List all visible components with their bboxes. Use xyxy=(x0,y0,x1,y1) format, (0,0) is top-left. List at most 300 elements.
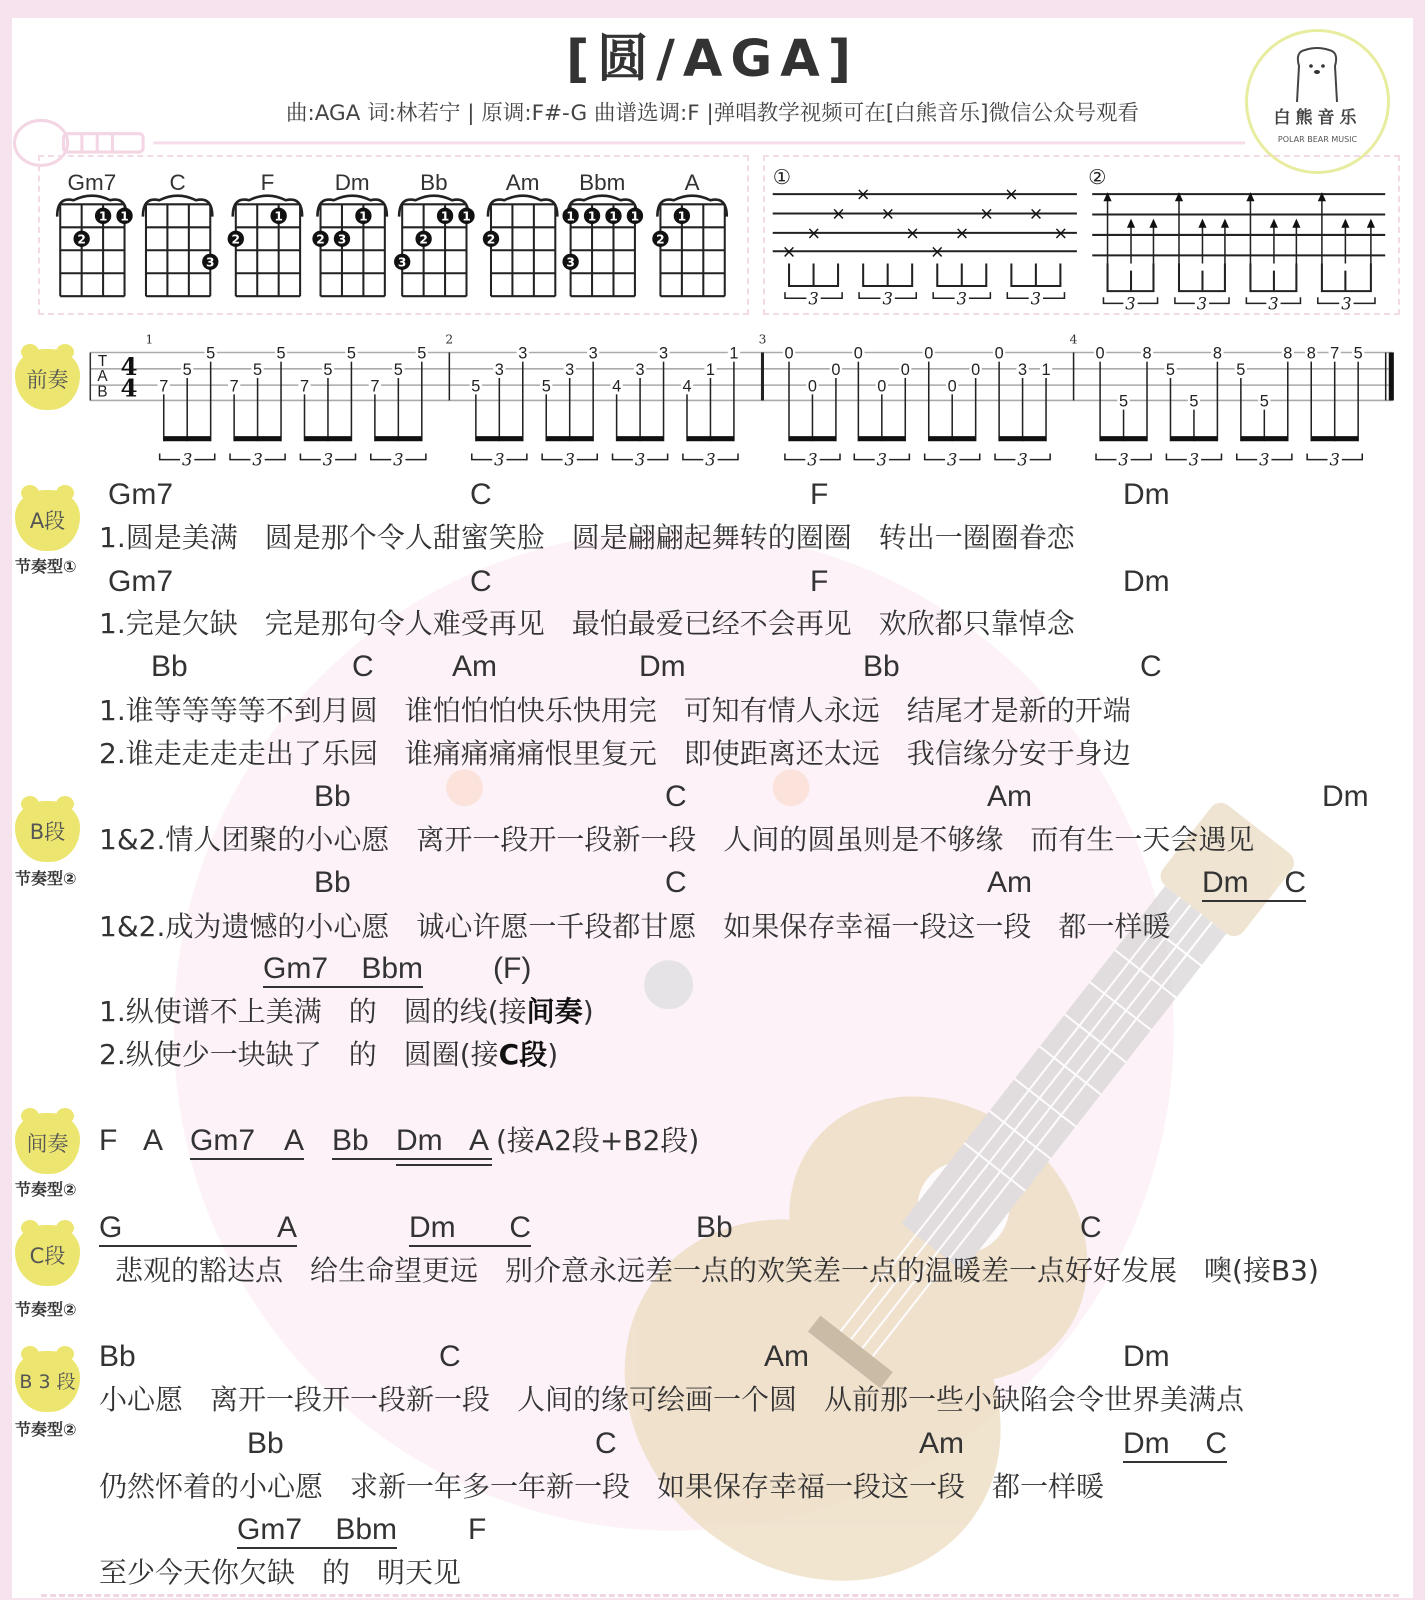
section-label-text: B 3 段 xyxy=(19,1370,76,1393)
triplet-number: 3 xyxy=(808,289,819,309)
chord: Bb xyxy=(151,650,188,683)
tab-fret-number: 5 xyxy=(346,344,356,363)
lyric-phrase: 即使距离还太远 xyxy=(683,737,880,770)
chord-group-underlined xyxy=(99,1211,297,1247)
section-label-text: B段 xyxy=(29,819,66,844)
pick-x-mark: × xyxy=(1053,224,1069,245)
logo-text-en: POLAR BEAR MUSIC xyxy=(1277,135,1358,144)
chord: Dm xyxy=(1322,780,1369,813)
lyric-phrase: 噢(接B3) xyxy=(1204,1254,1319,1287)
beam xyxy=(1108,264,1154,292)
pick-x-mark: × xyxy=(855,185,871,206)
chord-diagram-gm7 xyxy=(57,170,133,296)
tab-fret-number: 0 xyxy=(924,344,934,363)
rhythm-type-interlude: 节奏型② xyxy=(15,1180,77,1199)
chord: A xyxy=(276,1211,297,1244)
b-lyric-3 xyxy=(99,995,594,1029)
measure-number: 4 xyxy=(1069,332,1078,347)
finger-number: 2 xyxy=(419,232,428,247)
lyric-phrase: 1&2.情人团聚的小心愿 xyxy=(99,823,390,856)
lyric-phrase: 如果保存幸福一段这一段 xyxy=(657,1470,966,1503)
time-signature-top: 4 xyxy=(120,351,138,381)
tab-fret-number: 0 xyxy=(900,360,910,379)
lyric-phrase: 悲观的豁达点 xyxy=(115,1254,284,1287)
measure-number: 3 xyxy=(758,332,767,347)
rhythm-type-c: 节奏型② xyxy=(15,1300,77,1319)
strum-arrow-up-icon xyxy=(1341,219,1349,228)
triplet-number: 3 xyxy=(634,450,646,470)
chord: Am xyxy=(919,1427,964,1460)
chord-diagram-a xyxy=(652,170,727,296)
strum-arrow-up-icon xyxy=(1127,219,1135,228)
tab-fret-number: 5 xyxy=(393,360,403,379)
lyric-phrase: 可知有情人永远 xyxy=(683,694,880,727)
finger-number: 1 xyxy=(274,209,283,224)
chord-group-underlined xyxy=(263,952,423,988)
chord: Am xyxy=(764,1340,809,1373)
jump-instruction: C段 xyxy=(498,1038,548,1071)
lyric-phrase: 1&2.成为遗憾的小心愿 xyxy=(99,910,390,943)
lyric-phrase: 欢欣都只靠悼念 xyxy=(878,607,1075,640)
finger-number: 1 xyxy=(440,209,450,224)
triplet-number: 3 xyxy=(1268,294,1279,314)
chord-diagram-c xyxy=(143,170,219,296)
strum-pattern-2 xyxy=(1088,165,1385,314)
triplet-number: 3 xyxy=(1017,450,1028,470)
chord-diagram-am xyxy=(483,170,558,296)
tab-fret-number: 5 xyxy=(1189,392,1199,411)
strum-arrow-up-icon xyxy=(1149,219,1157,228)
measure-number: 2 xyxy=(445,332,454,347)
chord: Am xyxy=(987,866,1032,899)
lyric-phrase: ) xyxy=(547,1038,559,1071)
chord: F xyxy=(810,565,829,598)
tab-clef-letter: B xyxy=(97,383,108,401)
finger-number: 3 xyxy=(397,255,407,270)
chord: C xyxy=(665,780,687,813)
nut-arc xyxy=(233,196,302,217)
chord: Bb xyxy=(314,866,351,899)
beam xyxy=(937,264,986,286)
a-lyric-3 xyxy=(99,694,1158,728)
triplet-number: 3 xyxy=(956,289,967,309)
chord: Gm7 xyxy=(108,478,174,511)
chord-diagram-bb xyxy=(394,170,475,296)
chord: Dm xyxy=(1123,565,1170,598)
chord: C xyxy=(439,1340,461,1373)
lyric-phrase: 都一样暖 xyxy=(992,1470,1105,1503)
tab-fret-number: 8 xyxy=(1142,344,1152,363)
chord: Bb xyxy=(99,1340,136,1373)
a-lyric-2 xyxy=(99,607,1102,641)
chord: Dm xyxy=(1123,1340,1170,1373)
chord: C xyxy=(595,1427,617,1460)
chord-diagrams xyxy=(0,0,1425,327)
time-signature-bottom: 4 xyxy=(120,373,138,403)
tab-fret-number: 1 xyxy=(705,360,715,379)
section-label-a xyxy=(15,490,80,551)
chord: F xyxy=(99,1124,118,1157)
lyric-phrase: 圆的线(接 xyxy=(403,995,527,1028)
beam xyxy=(164,436,211,441)
lyric-phrase: 从前那一些小缺陷会令世界美满点 xyxy=(824,1383,1245,1416)
measure-number: 1 xyxy=(145,332,154,347)
chord: Bb xyxy=(332,1124,369,1157)
lyric-phrase: 2.谁走走走走出了乐园 xyxy=(99,737,378,770)
chord: C xyxy=(665,866,687,899)
finger-number: 2 xyxy=(231,232,241,247)
chord: C xyxy=(470,478,492,511)
c-lyric xyxy=(115,1254,1319,1288)
beam xyxy=(305,436,352,441)
bottom-divider xyxy=(41,1594,1399,1597)
chord: (F) xyxy=(493,952,532,985)
finger-number: 1 xyxy=(677,209,687,224)
nut-arc xyxy=(317,196,386,217)
lyric-phrase: 给生命望更远 xyxy=(310,1254,479,1287)
finger-number: 1 xyxy=(587,209,597,224)
beam xyxy=(1322,264,1371,292)
tab-fret-number: 5 xyxy=(417,344,427,363)
tab-fret-number: 7 xyxy=(229,377,239,396)
chord: F xyxy=(810,478,829,511)
tab-fret-number: 1 xyxy=(1041,360,1051,379)
tab-fret-number: 0 xyxy=(994,344,1004,363)
chord: Bb xyxy=(863,650,900,683)
chord: Bb xyxy=(696,1211,733,1244)
chord-diagram-dm xyxy=(312,170,387,296)
pick-x-mark: × xyxy=(831,204,846,225)
a-lyric-1 xyxy=(99,521,1102,555)
pick-x-mark: × xyxy=(1004,185,1019,206)
tab-clef-letter: T xyxy=(97,352,108,370)
lyric-phrase: 诚心许愿一千段都甘愿 xyxy=(416,910,697,943)
triplet-number: 3 xyxy=(882,289,893,309)
lyric-phrase: 1.谁等等等等不到月圆 xyxy=(99,694,378,727)
tab-fret-number: 0 xyxy=(807,377,817,396)
chord: Dm xyxy=(1123,1427,1170,1460)
beam xyxy=(1170,436,1217,441)
lyric-phrase: 至少今天你欠缺 xyxy=(99,1556,296,1589)
finger-number: 3 xyxy=(206,255,215,270)
rhythm-type-a: 节奏型① xyxy=(15,557,77,576)
finger-number: 3 xyxy=(566,255,575,270)
section-label-text: A段 xyxy=(29,508,66,533)
chord: A xyxy=(143,1124,164,1157)
lyric-phrase: 小心愿 xyxy=(99,1383,184,1416)
pick-x-mark: × xyxy=(930,242,945,263)
section-label-text: C段 xyxy=(29,1243,66,1268)
tab-fret-number: 7 xyxy=(1330,344,1340,363)
section-label-interlude xyxy=(15,1113,80,1174)
strum-arrow-up-icon xyxy=(1198,219,1206,228)
chord: Dm xyxy=(409,1211,456,1244)
lyric-phrase: 2.纵使少一块缺了 xyxy=(99,1038,322,1071)
lyric-phrase: 的 xyxy=(322,1556,351,1589)
lyric-phrase: 人间的圆虽则是不够缘 xyxy=(723,823,1004,856)
pick-x-mark: × xyxy=(954,224,970,245)
triplet-number: 3 xyxy=(947,450,958,470)
tab-fret-number: 5 xyxy=(541,377,551,396)
section-label-c xyxy=(15,1225,80,1286)
lyric-phrase: 离开一段开一段新一段 xyxy=(416,823,697,856)
intro-tablature xyxy=(0,327,1425,480)
nut-arc xyxy=(57,196,126,217)
pick-x-mark: × xyxy=(781,242,797,263)
nut-arc xyxy=(143,196,212,217)
finger-number: 2 xyxy=(486,232,496,247)
tab-fret-number: 3 xyxy=(518,344,528,363)
chord: C xyxy=(1140,650,1162,683)
tab-fret-number: 8 xyxy=(1212,344,1222,363)
lyric-phrase: ) xyxy=(582,995,594,1028)
lyric-phrase: 结尾才是新的开端 xyxy=(906,694,1131,727)
beam xyxy=(863,264,912,286)
tab-fret-number: 7 xyxy=(370,377,380,396)
chord: Gm7 xyxy=(263,952,329,985)
triplet-number: 3 xyxy=(1188,450,1200,470)
chord-diagram-name: C xyxy=(169,170,186,196)
triplet-number: 3 xyxy=(1259,450,1270,470)
a-lyric-4 xyxy=(99,737,1158,771)
chord: Dm xyxy=(396,1124,443,1157)
tab-fret-number: 5 xyxy=(1119,392,1129,411)
lyric-phrase: 仍然怀着的小心愿 xyxy=(99,1470,324,1503)
jump-instruction: 间奏 xyxy=(526,995,583,1028)
chord-diagram-bbm xyxy=(562,170,643,296)
lyric-phrase: 完是那句令人难受再见 xyxy=(264,607,545,640)
beam xyxy=(617,436,664,441)
lyric-phrase: 的 xyxy=(348,1038,377,1071)
lyric-phrase: 转出一圈圈眷恋 xyxy=(878,521,1075,554)
lyric-phrase: 而有生一天会遇见 xyxy=(1030,823,1255,856)
section-label-text: 间奏 xyxy=(26,1131,69,1156)
tab-fret-number: 3 xyxy=(588,344,598,363)
tab-fret-number: 0 xyxy=(784,344,794,363)
tab-fret-number: 3 xyxy=(565,360,575,379)
chord: Bbm xyxy=(361,952,423,985)
beam xyxy=(1179,264,1225,292)
tab-fret-number: 3 xyxy=(1018,360,1028,379)
tab-fret-number: 0 xyxy=(831,360,841,379)
chord: Gm7 xyxy=(237,1513,303,1546)
rhythm-type-b: 节奏型② xyxy=(15,869,77,888)
pick-x-mark: × xyxy=(979,204,994,225)
chord-group-underlined xyxy=(237,1513,397,1549)
triplet-number: 3 xyxy=(252,450,263,470)
beam xyxy=(375,436,422,441)
section-label-b xyxy=(15,801,80,862)
beam xyxy=(476,436,523,441)
nut-arc xyxy=(399,196,468,217)
interlude-note: (接A2段+B2段) xyxy=(496,1124,700,1157)
tab-fret-number: 7 xyxy=(299,377,310,396)
lyric-phrase: 我信缘分安于身边 xyxy=(906,737,1131,770)
lyric-phrase: 1.纵使谱不上美满 xyxy=(99,995,322,1028)
strum-arrow-up-icon xyxy=(1270,219,1278,228)
beam xyxy=(1011,264,1060,286)
lyric-phrase: 谁怕怕怕快乐快用完 xyxy=(404,694,657,727)
song-title: [圆/AGA] xyxy=(565,30,860,89)
lyric-phrase: 1.圆是美满 xyxy=(99,521,238,554)
nut-arc xyxy=(488,196,557,217)
underline xyxy=(396,1164,492,1166)
beam xyxy=(1241,436,1288,441)
triplet-number: 3 xyxy=(322,450,334,470)
tab-fret-number: 5 xyxy=(182,360,192,379)
final-barline-thick xyxy=(1389,353,1394,401)
finger-number: 2 xyxy=(77,232,86,247)
pattern-label: ② xyxy=(1088,164,1107,189)
triplet-number: 3 xyxy=(1329,450,1340,470)
pick-x-mark: × xyxy=(1028,204,1044,225)
triplet-number: 3 xyxy=(393,450,404,470)
beam xyxy=(546,436,593,441)
triplet-number: 3 xyxy=(807,450,818,470)
beam xyxy=(234,436,281,441)
tab-fret-number: 8 xyxy=(1306,344,1316,363)
tab-clef-letter: A xyxy=(97,368,108,386)
chord-group-underlined xyxy=(190,1124,304,1160)
chord-group-underlined xyxy=(409,1211,531,1247)
finger-number: 1 xyxy=(462,209,471,224)
chord: C xyxy=(1080,1211,1102,1244)
triplet-number: 3 xyxy=(494,450,505,470)
chord: F xyxy=(468,1513,487,1546)
triplet-number: 3 xyxy=(1341,294,1352,314)
strum-arrow-up-icon xyxy=(1292,219,1300,228)
triplet-number: 3 xyxy=(876,450,888,470)
beam xyxy=(789,436,836,441)
lyric-phrase: 1.完是欠缺 xyxy=(99,607,238,640)
chord: Bb xyxy=(247,1427,284,1460)
tab-fret-number: 5 xyxy=(1165,360,1176,379)
triplet-number: 3 xyxy=(564,450,575,470)
triplet-number: 3 xyxy=(1118,450,1129,470)
chord: C xyxy=(352,650,374,683)
finger-number: 2 xyxy=(316,232,325,247)
b-lyric-2 xyxy=(99,910,1197,944)
chord: Am xyxy=(452,650,497,683)
pick-x-mark: × xyxy=(905,224,920,245)
tab-fret-number: 5 xyxy=(253,360,263,379)
chord-diagram-name: Gm7 xyxy=(67,170,117,196)
chord: Bbm xyxy=(335,1513,397,1546)
strum-pattern-1 xyxy=(773,165,1077,308)
chord-group-underlined xyxy=(1202,866,1306,902)
lyric-phrase: 圆是翩翩起舞转的圈圈 xyxy=(571,521,852,554)
finger-number: 1 xyxy=(630,209,640,224)
section-label-text: 前奏 xyxy=(26,367,69,392)
chord: Gm7 xyxy=(190,1124,256,1157)
lyric-phrase: 圆是那个令人甜蜜笑脸 xyxy=(264,521,545,554)
chord-diagram-name: F xyxy=(260,170,275,196)
pick-x-mark: × xyxy=(806,224,822,245)
chord-diagram-name: A xyxy=(684,170,700,196)
b3-lyric-2 xyxy=(99,1470,1131,1504)
triplet-number: 3 xyxy=(182,450,193,470)
triplet-number: 3 xyxy=(1030,289,1042,309)
tab-fret-number: 0 xyxy=(947,377,957,396)
lyric-phrase: 最怕最爱已经不会再见 xyxy=(571,607,852,640)
tab-fret-number: 0 xyxy=(853,344,863,363)
tab-fret-number: 4 xyxy=(612,377,622,396)
tab-fret-number: 0 xyxy=(1095,344,1105,363)
chord: A xyxy=(283,1124,304,1157)
chord: Dm xyxy=(639,650,686,683)
triplet-number: 3 xyxy=(1196,294,1208,314)
pattern-label: ① xyxy=(772,164,792,189)
chord: C xyxy=(1205,1427,1227,1460)
beam xyxy=(858,436,905,441)
tab-fret-number: 3 xyxy=(635,360,645,379)
logo-text-cn: 白熊音乐 xyxy=(1273,108,1362,128)
chord: C xyxy=(470,565,492,598)
b-lyric-4 xyxy=(99,1038,558,1072)
chord: Am xyxy=(987,780,1032,813)
beam xyxy=(1311,436,1358,441)
b3-lyric-3 xyxy=(99,1556,488,1590)
tab-fret-number: 5 xyxy=(1353,344,1363,363)
tab-fret-number: 3 xyxy=(659,344,669,363)
chord-diagram-name: Am xyxy=(505,170,540,196)
pick-x-mark: × xyxy=(880,204,896,225)
finger-number: 1 xyxy=(359,209,368,224)
beam xyxy=(1250,264,1296,292)
chord: Bb xyxy=(314,780,351,813)
lyric-phrase: 的 xyxy=(348,995,377,1028)
lyric-phrase: 离开一段开一段新一段 xyxy=(210,1383,491,1416)
tab-fret-number: 7 xyxy=(159,377,169,396)
beam xyxy=(789,264,838,286)
lyric-phrase: 别介意永远差一点的欢笑差一点的温暖差一点好好发展 xyxy=(505,1254,1178,1287)
tab-fret-number: 5 xyxy=(471,377,481,396)
chord: C xyxy=(1284,866,1306,899)
section-label-b3 xyxy=(15,1351,80,1412)
beam xyxy=(687,436,734,441)
chord-diagram-name: Bbm xyxy=(579,170,626,196)
triplet-number: 3 xyxy=(705,450,716,470)
finger-number: 3 xyxy=(337,232,347,247)
beam xyxy=(999,436,1046,441)
lyric-phrase: 求新一年多一年新一段 xyxy=(350,1470,631,1503)
tab-fret-number: 4 xyxy=(682,377,692,396)
chord: C xyxy=(509,1211,531,1244)
finger-number: 1 xyxy=(120,209,129,224)
chord: Dm xyxy=(1123,478,1170,511)
nut-arc xyxy=(657,196,726,217)
tab-fret-number: 5 xyxy=(276,344,286,363)
strum-arrow-up-icon xyxy=(1221,219,1229,228)
chord: Gm7 xyxy=(108,565,174,598)
finger-number: 1 xyxy=(609,209,618,224)
tab-fret-number: 3 xyxy=(494,360,504,379)
tab-fret-number: 5 xyxy=(1236,360,1246,379)
b3-lyric-1 xyxy=(99,1383,1271,1417)
chord-diagram-name: Dm xyxy=(334,170,370,196)
tab-fret-number: 0 xyxy=(877,377,887,396)
tab-fret-number: 5 xyxy=(206,344,216,363)
chord-diagram-name: Bb xyxy=(420,170,448,196)
lyric-phrase: 圆圈(接 xyxy=(403,1038,499,1071)
finger-number: 1 xyxy=(566,209,575,224)
underline xyxy=(332,1158,492,1160)
lyric-phrase: 人间的缘可绘画一个圆 xyxy=(517,1383,798,1416)
b-lyric-1 xyxy=(99,823,1281,857)
beam xyxy=(929,436,976,441)
chord: G xyxy=(99,1211,123,1244)
finger-number: 1 xyxy=(98,209,108,224)
